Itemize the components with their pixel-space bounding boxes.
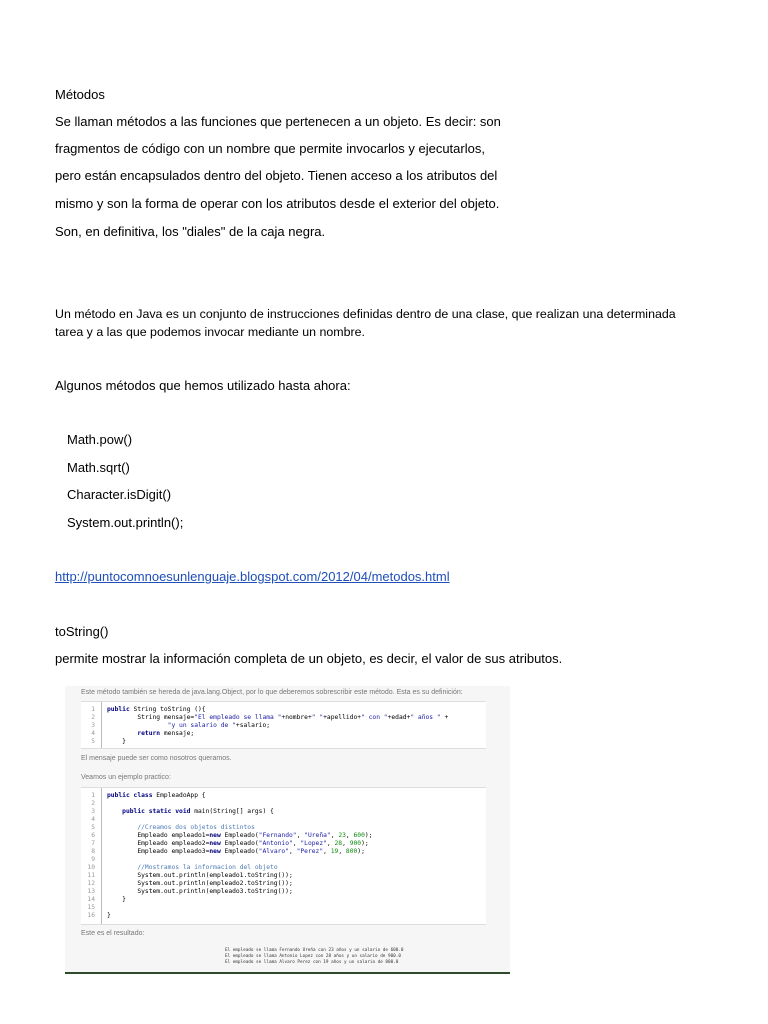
method-item: System.out.println(); (67, 515, 184, 530)
page-heading: Métodos (55, 87, 105, 102)
intro-line: pero están encapsulados dentro del objeto. Tienen acceso a los atributos del (55, 168, 498, 183)
method-item: Math.pow() (67, 432, 133, 447)
code-block-empleadoapp: 1 2 3 4 5 6 7 8 9 10 11 12 13 14 15 16 public class EmpleadoApp { public static void main(String[] args) { //Creamos dos objetos distintos Empleado empleado1=new Empleado("Fernando", "Ureña", 23, 600); Empleado empleado2=new Empleado("Antonio", "Lopez", 28, 900); Empleado empleado3=new Empleado("Alvaro", "Perez", 19, 800); //Mostramos la informacion del objeto System.out.println(empleado1.toString()); System.out.println(empleado2.toString()); System.out.println(empleado3.toString()); } } (81, 787, 486, 925)
intro-line: mismo y son la forma de operar con los atributos desde el exterior del objeto. (55, 196, 500, 211)
definition-line: tarea y a las que podemos invocar mediante un nombre. (55, 325, 365, 339)
tostring-title: toString() (55, 624, 109, 639)
tostring-description: permite mostrar la información completa de un objeto, es decir, el valor de sus atributos. (55, 651, 563, 666)
intro-line: fragmentos de código con un nombre que permite invocarlos y ejecutarlos, (55, 141, 485, 156)
intro-line: Son, en definitiva, los "diales" de la caja negra. (55, 224, 326, 239)
method-item: Math.sqrt() (67, 460, 130, 475)
code-block-tostring: 1 2 3 4 5 public String toString (){ String mensaje="El empleado se llama "+nombre+" "+apellido+" con "+edad+" años " + "y un salario de "+salario; return mensaje; } (81, 701, 486, 749)
caption-example: Veamos un ejemplo practico: (81, 774, 171, 781)
caption-definition: Este método también se hereda de java.lang.Object, por lo que deberemos sobrescribir este método. Esta es su definición: (81, 689, 463, 696)
output-line: El empleado se llama Fernando Ureña con 23 años y un salario de 600.0 (225, 948, 404, 953)
reference-link[interactable]: http://puntocomnoesunlenguaje.blogspot.com/2012/04/metodos.html (55, 569, 450, 584)
caption-message: El mensaje puede ser como nosotros queramos. (81, 755, 232, 762)
methods-intro: Algunos métodos que hemos utilizado hasta ahora: (55, 378, 351, 393)
output-line: El empleado se llama Alvaro Perez con 19 años y un salario de 800.0 (225, 960, 399, 965)
output-line: El empleado se llama Antonio Lopez con 28 años y un salario de 900.0 (225, 954, 401, 959)
caption-result: Este es el resultado: (81, 930, 145, 937)
intro-line: Se llaman métodos a las funciones que pertenecen a un objeto. Es decir: son (55, 114, 501, 129)
method-item: Character.isDigit() (67, 487, 172, 502)
embedded-code-screenshot (65, 686, 510, 974)
definition-line: Un método en Java es un conjunto de instrucciones definidas dentro de una clase, que realizan una determinada (55, 307, 676, 321)
